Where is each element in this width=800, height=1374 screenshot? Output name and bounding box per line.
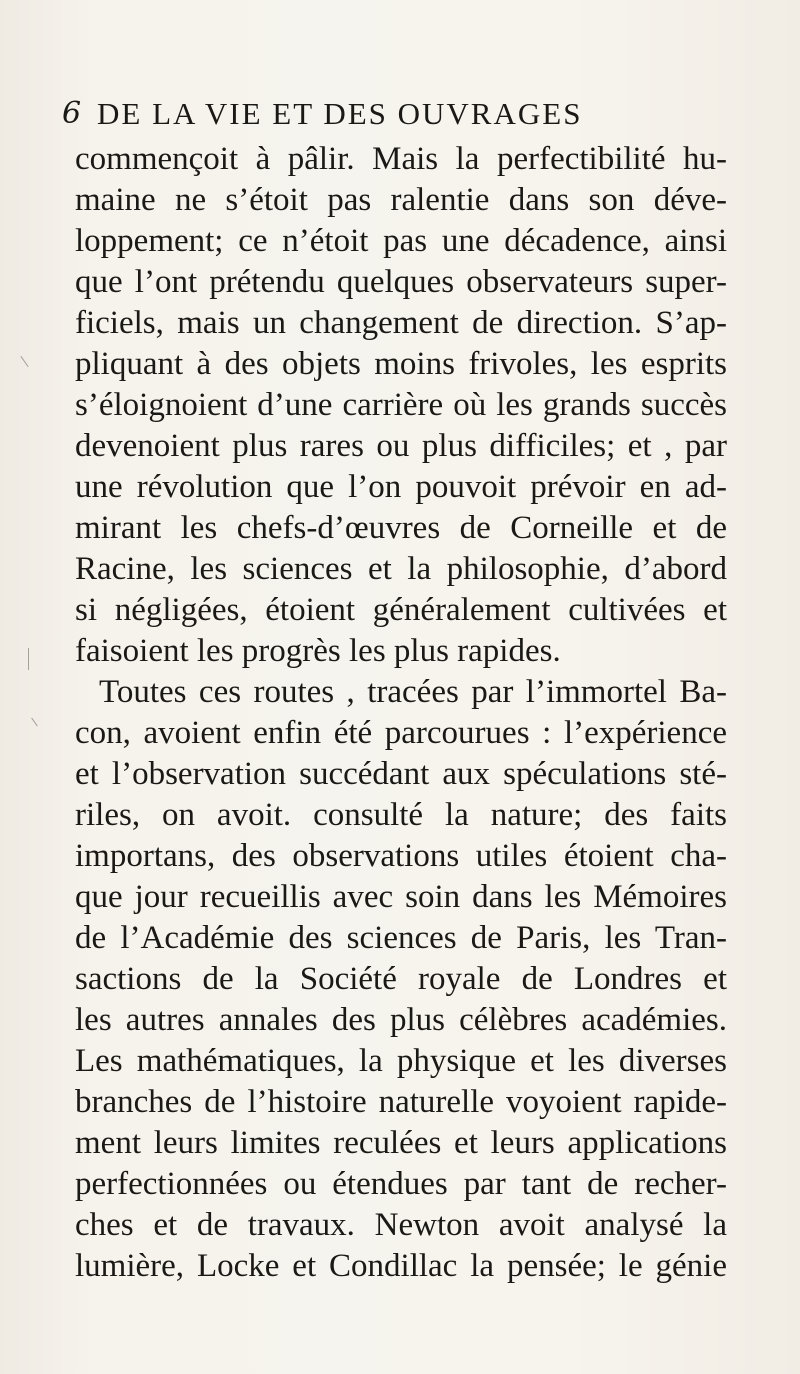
left-margin-mark [20,356,28,367]
left-margin-mark-lower [28,648,29,670]
text-line-4: que l’ont prétendu quelques observateurs super- [75,264,727,300]
text-line-18: importans, des observations utiles étoient cha- [75,838,727,874]
page-header [62,96,702,140]
text-line-21: sactions de la Société royale de Londres et [75,961,727,997]
page-number: 6 [62,96,82,131]
text-line-24: branches de l’histoire naturelle voyoient rapide- [75,1084,727,1120]
text-line-9: une révolution que l’on pouvoit prévoir en ad- [75,469,727,505]
text-line-26: perfectionnées ou étendues par tant de recher- [75,1166,727,1202]
text-line-12: si négligées, étoient généralement cultivées et [75,592,727,628]
text-line-1: commençoit à pâlir. Mais la perfectibilité hu- [75,141,727,177]
text-line-23: Les mathématiques, la physique et les diverses [75,1043,727,1079]
text-line-22: les autres annales des plus célèbres académies. [75,1002,727,1038]
text-line-13: faisoient les progrès les plus rapides. [75,633,561,669]
left-margin-mark-small [31,718,38,727]
main-text [75,139,727,1284]
text-line-15: con, avoient enfin été parcourues : l’expérience [75,715,727,751]
text-line-16: et l’observation succédant aux spéculations sté- [75,756,727,792]
text-line-28: lumière, Locke et Condillac la pensée; le génie [75,1248,727,1284]
text-line-5: ficiels, mais un changement de direction. S’ap- [75,305,727,341]
text-line-2: maine ne s’étoit pas ralentie dans son déve- [75,182,727,218]
text-line-11: Racine, les sciences et la philosophie, d’abord [75,551,727,587]
text-line-20: de l’Académie des sciences de Paris, les Tran- [75,920,727,956]
running-title: DE LA VIE ET DES OUVRAGES [97,96,583,131]
text-line-17: riles, on avoit. consulté la nature; des faits [75,797,727,833]
text-line-14: Toutes ces routes , tracées par l’immortel Ba- [99,674,727,710]
text-line-3: loppement; ce n’étoit pas une décadence, ainsi [75,223,727,259]
text-line-10: mirant les chefs-d’œuvres de Corneille et de [75,510,727,546]
text-line-19: que jour recueillis avec soin dans les Mémoires [75,879,727,915]
text-line-27: ches et de travaux. Newton avoit analysé la [75,1207,727,1243]
text-line-6: pliquant à des objets moins frivoles, les esprits [75,346,727,382]
text-line-25: ment leurs limites reculées et leurs applications [75,1125,727,1161]
text-line-7: s’éloignoient d’une carrière où les grands succès [75,387,727,423]
text-line-8: devenoient plus rares ou plus difficiles; et , par [75,428,727,464]
